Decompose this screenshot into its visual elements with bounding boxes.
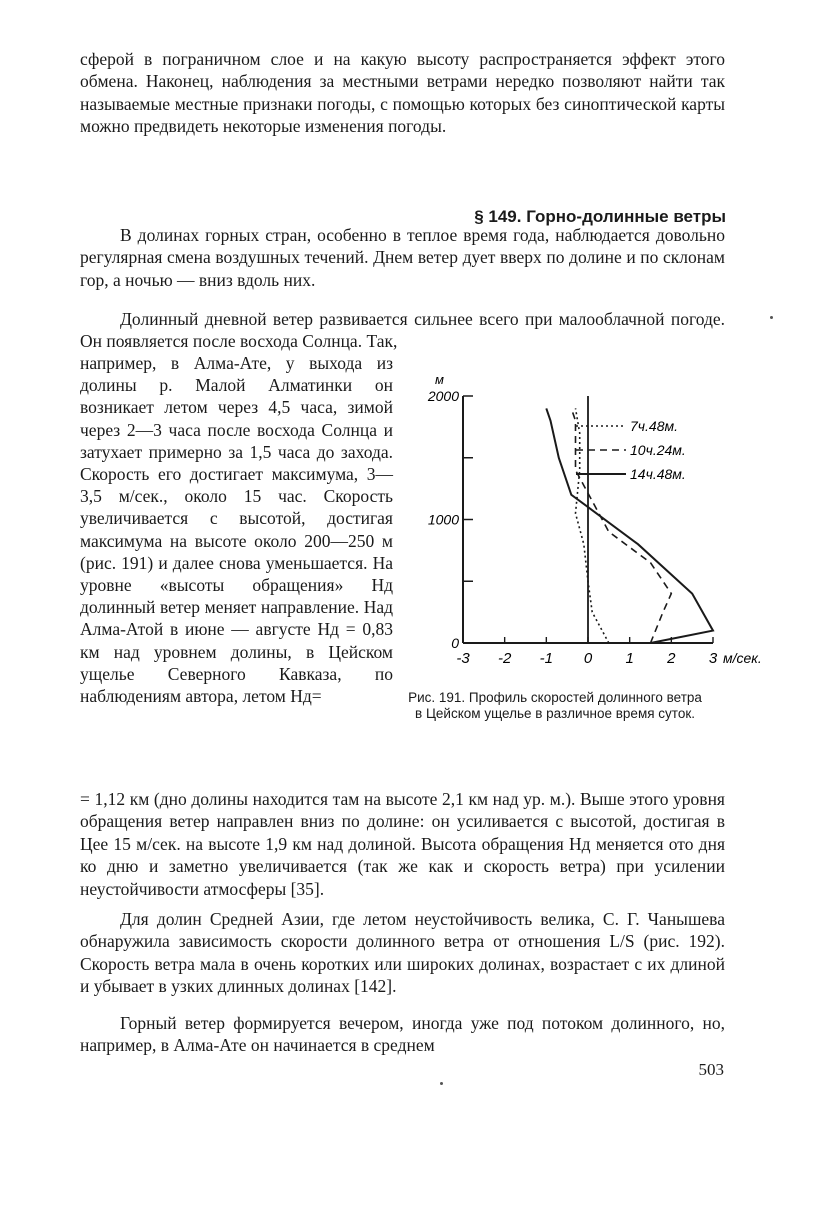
section-heading: § 149. Горно-долинные ветры — [474, 207, 726, 226]
x-axis-unit: м/сек. — [723, 650, 762, 666]
y-tick-label: 2000 — [427, 388, 459, 404]
y-axis-unit: м — [435, 372, 444, 387]
legend-label-2: 10ч.24м. — [630, 442, 686, 458]
x-tick-label: 1 — [625, 650, 634, 667]
x-tick-label: -1 — [539, 650, 554, 667]
paragraph-1: В долинах горных стран, особенно в теплое время года, наблюдается довольно регулярная смена воздушных течений. Днем ветер дует вверх по долине и по склонам гор, а ночью — вниз вдоль них. — [80, 225, 725, 290]
stray-dot-mark — [770, 316, 773, 319]
y-tick-label: 0 — [451, 635, 459, 651]
legend-label-3: 14ч.48м. — [630, 466, 686, 482]
series-line-1 — [576, 408, 609, 643]
wind-profile-chart — [408, 366, 762, 681]
stray-dot-mark — [440, 1082, 443, 1085]
x-tick-label: 2 — [667, 650, 676, 667]
paragraph-4: Горный ветер формируется вечером, иногда уже под потоком долинного, но, например, в Алма-Ате он начинается в среднем — [80, 1013, 725, 1056]
paragraph-2-tail: = 1,12 км (дно долины находится там на высоте 2,1 км над ур. м.). Выше этого уровня обращения ветер направлен вниз по долине: он усиливается с высотой, достигая в Цее 15 м/сек. на высоте 1,9 км над долиной. Высота обращения Hд меняется ото дня ко дню и заметно увеличивается (так же как и скорость ветра) при усилении неустойчивости атмосферы [35]. — [80, 789, 725, 899]
legend-label-1: 7ч.48м. — [630, 418, 678, 434]
figure-caption: Рис. 191. Профиль скоростей долинного ветра в Цейском ущелье в различное время суток. — [408, 690, 702, 721]
paragraph-2-wrapped: например, в Алма-Ате, у выхода из долины р. Малой Алматинки он возникает летом через 4,5 часа, зимой через 2—3 часа после восхода Солнца и затухает примерно за 1,5 часа до захода. Скорость его достигает максимума, 3—3,5 м/сек., около 15 час. Скорость увеличивается с высотой, достигая максимума на высоте около 200—250 м (рис. 191) и далее снова уменьшается. На уровне «высоты обращения» Hд долинный ветер меняет направление. Над Алма-Атой в июне — августе Hд = 0,83 км над уровнем долины, в Цейском ущелье Северного Кавказа, по наблюдениям автора, летом Hд= — [80, 353, 393, 707]
x-tick-label: 0 — [583, 650, 593, 667]
wind-profile-figure — [408, 366, 762, 681]
x-tick-label: -3 — [456, 650, 470, 667]
paragraph-intro: сферой в пограничном слое и на какую высоту распространяется эффект этого обмена. Наконец, наблюдения за местными ветрами нередко позволяют найти так называемые местные признаки погоды, с помощью которых без синоптической карты можно предвидеть некоторые изменения погоды. — [80, 49, 725, 137]
paragraph-3: Для долин Средней Азии, где летом неустойчивость велика, С. Г. Чанышева обнаружила зависимость скорости долинного ветра от отношения L/S (рис. 192). Скорость ветра мала в очень коротких или широких долинах, возрастает с их длиной и убывает в узких длинных долинах [142]. — [80, 909, 725, 997]
x-tick-label: 3 — [708, 650, 718, 667]
paragraph-2-lead: Долинный дневной ветер развивается сильнее всего при малооблачной погоде. Он появляется после восхода Солнца. Так, — [80, 309, 725, 352]
x-tick-label: -2 — [497, 650, 512, 667]
y-tick-label: 1000 — [427, 511, 459, 528]
page-number: 503 — [698, 1060, 724, 1079]
